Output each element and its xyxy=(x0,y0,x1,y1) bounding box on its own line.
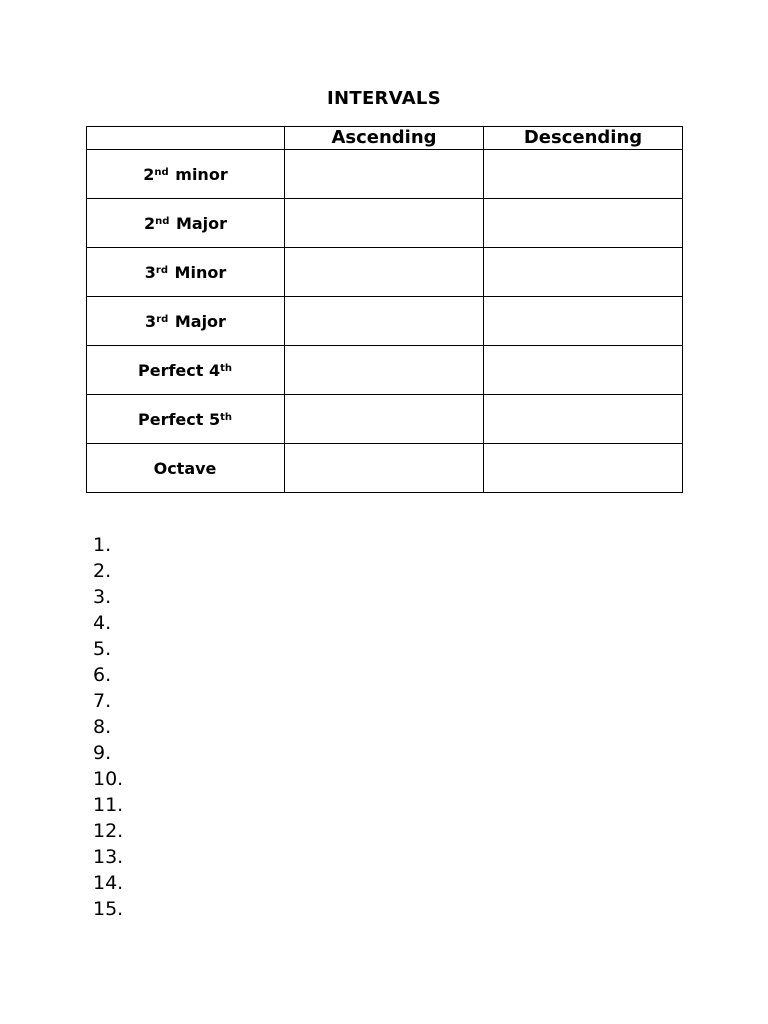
ascending-cell[interactable] xyxy=(285,150,484,199)
ascending-cell[interactable] xyxy=(285,199,484,248)
table-row xyxy=(87,395,683,444)
ascending-cell[interactable] xyxy=(285,346,484,395)
interval-label-base: 3 xyxy=(145,311,157,331)
list-item: 8. xyxy=(93,716,112,738)
interval-label xyxy=(87,150,285,199)
interval-label-suffix: th xyxy=(220,362,233,374)
list-item: 13. xyxy=(93,846,124,868)
list-item: 14. xyxy=(93,872,124,894)
descending-cell[interactable] xyxy=(484,346,683,395)
list-item: 7. xyxy=(93,690,112,712)
interval-label-base: 3 xyxy=(144,262,156,282)
interval-label-base: Perfect 4 xyxy=(137,360,221,380)
interval-label xyxy=(87,248,285,297)
descending-cell[interactable] xyxy=(484,297,683,346)
list-item: 4. xyxy=(93,612,112,634)
list-item: 15. xyxy=(93,898,124,920)
descending-cell[interactable] xyxy=(484,199,683,248)
table-row xyxy=(87,199,683,248)
list-item: 6. xyxy=(93,664,112,686)
interval-label-base: 2 xyxy=(143,213,156,233)
interval-label-base: 2 xyxy=(143,164,155,184)
header-cell-ascending: Ascending xyxy=(285,127,484,150)
table-row xyxy=(87,248,683,297)
ascending-cell[interactable] xyxy=(285,248,484,297)
interval-label-suffix: rd xyxy=(156,313,169,325)
table-header-row xyxy=(87,127,683,150)
interval-label-suffix: nd xyxy=(154,166,169,178)
interval-label-suffix: rd xyxy=(155,264,168,276)
interval-label-suffix: nd xyxy=(155,215,170,227)
header-cell-blank xyxy=(87,127,285,150)
table-row xyxy=(87,150,683,199)
interval-label xyxy=(87,346,285,395)
descending-cell[interactable] xyxy=(484,395,683,444)
ascending-cell[interactable] xyxy=(285,297,484,346)
header-cell-descending: Descending xyxy=(484,127,683,150)
ascending-cell[interactable] xyxy=(285,395,484,444)
descending-cell[interactable] xyxy=(484,444,683,493)
descending-cell[interactable] xyxy=(484,248,683,297)
table-row xyxy=(87,346,683,395)
page-title: INTERVALS xyxy=(327,88,441,109)
list-item: 9. xyxy=(93,742,112,764)
interval-label xyxy=(87,199,285,248)
interval-label-quality: minor xyxy=(169,164,228,184)
interval-label-base: Octave xyxy=(153,458,217,478)
list-item: 10. xyxy=(93,768,124,790)
list-item: 12. xyxy=(93,820,124,842)
list-item: 5. xyxy=(93,638,112,660)
interval-label-quality: Major xyxy=(170,213,228,233)
list-item: 11. xyxy=(93,794,124,816)
interval-label xyxy=(87,297,285,346)
interval-label-quality: Minor xyxy=(168,262,227,282)
descending-cell[interactable] xyxy=(484,150,683,199)
table-row xyxy=(87,297,683,346)
table-row xyxy=(87,444,683,493)
interval-label xyxy=(87,395,285,444)
interval-label-quality: Major xyxy=(169,311,226,331)
list-item: 2. xyxy=(93,560,112,582)
intervals-table xyxy=(86,126,683,493)
list-item: 1. xyxy=(93,534,112,556)
list-item: 3. xyxy=(93,586,112,608)
interval-label-suffix: th xyxy=(220,411,233,423)
ascending-cell[interactable] xyxy=(285,444,484,493)
interval-label xyxy=(87,444,285,493)
numbered-answer-list xyxy=(93,532,123,922)
interval-label-base: Perfect 5 xyxy=(137,409,221,429)
